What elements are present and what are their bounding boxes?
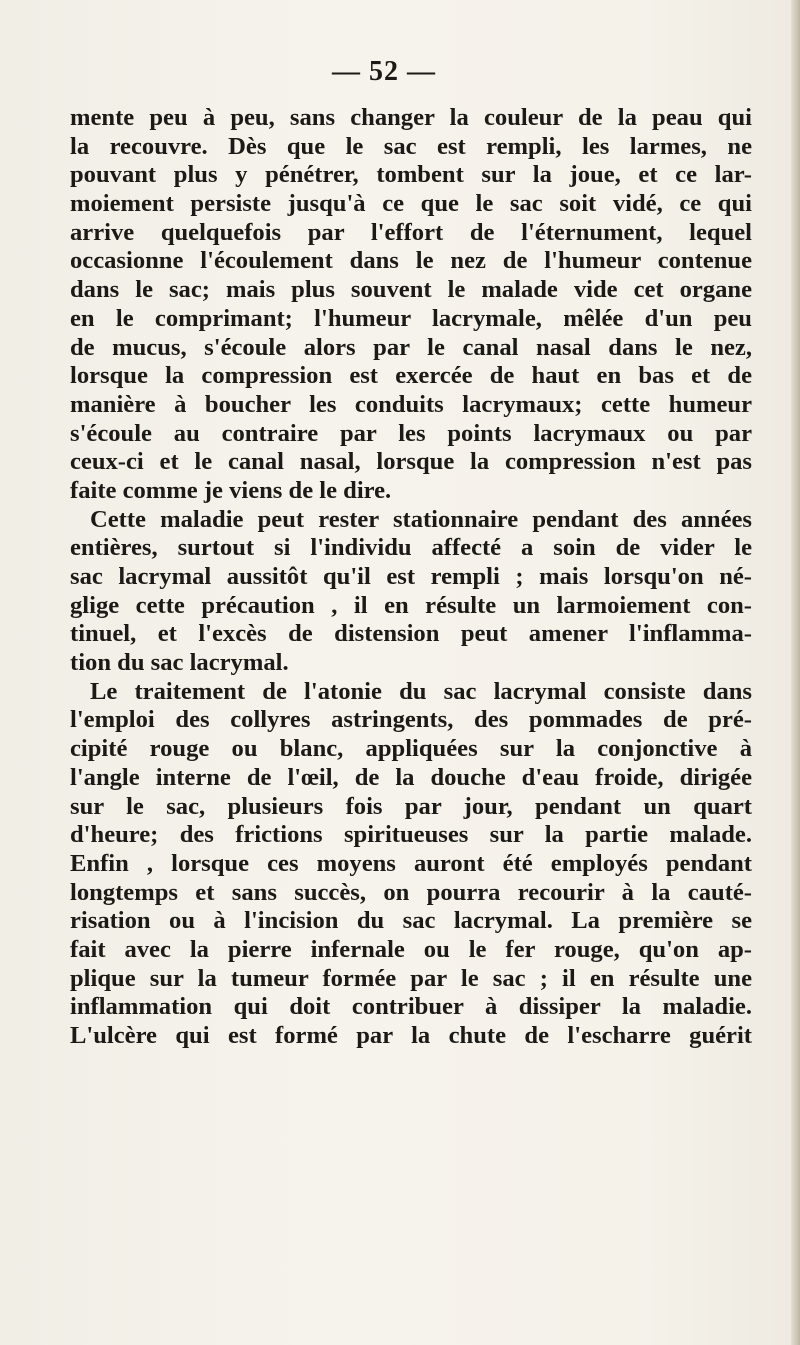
text-line: lorsque la compression est exercée de haut en bas et de xyxy=(70,362,752,390)
page-number: — 52 — xyxy=(332,56,436,87)
text-line: Enfin , lorsque ces moyens auront été employés pendant xyxy=(70,849,752,877)
text-line: l'emploi des collyres astringents, des pommades de pré- xyxy=(70,706,752,734)
text-line: L'ulcère qui est formé par la chute de l'escharre guérit xyxy=(70,1022,752,1049)
text-line: sac lacrymal aussitôt qu'il est rempli ; mais lorsqu'on né- xyxy=(70,563,752,590)
text-line: longtemps et sans succès, on pourra recourir à la cauté- xyxy=(70,878,752,906)
text-line: tinuel, et l'excès de distension peut amener l'inflamma- xyxy=(70,620,752,648)
text-line: d'heure; des frictions spiritueuses sur la partie malade. xyxy=(70,821,752,849)
text-line: glige cette précaution , il en résulte un larmoiement con- xyxy=(70,591,752,619)
text-line: mente peu à peu, sans changer la couleur de la peau qui xyxy=(70,104,752,131)
text-line: cipité rouge ou blanc, appliquées sur la conjonctive à xyxy=(70,735,752,763)
text-line: la recouvre. Dès que le sac est rempli, les larmes, ne xyxy=(70,132,752,160)
body-text xyxy=(70,104,752,1051)
paragraph-start-line: Cette maladie peut rester stationnaire pendant des années xyxy=(90,505,752,533)
paragraph-end-line: tion du sac lacrymal. xyxy=(70,649,289,677)
text-line: pouvant plus y pénétrer, tombent sur la joue, et ce lar- xyxy=(70,161,752,189)
text-line: ceux-ci et le canal nasal, lorsque la compression n'est pas xyxy=(70,448,752,476)
text-line: sur le sac, plusieurs fois par jour, pendant un quart xyxy=(70,792,752,820)
text-line: occasionne l'écoulement dans le nez de l'humeur contenue xyxy=(70,247,752,275)
text-line: arrive quelquefois par l'effort de l'éternument, lequel xyxy=(70,218,752,246)
text-line: l'angle interne de l'œil, de la douche d'eau froide, dirigée xyxy=(70,763,752,791)
text-line: fait avec la pierre infernale ou le fer rouge, qu'on ap- xyxy=(70,935,752,963)
text-line: risation ou à l'incision du sac lacrymal. La première se xyxy=(70,907,752,935)
paragraph-end-line: faite comme je viens de le dire. xyxy=(70,476,392,504)
text-line: s'écoule au contraire par les points lacrymaux ou par xyxy=(70,419,752,447)
page-edge xyxy=(791,0,800,1345)
paragraph-start-line: Le traitement de l'atonie du sac lacrymal consiste dans xyxy=(90,677,752,705)
text-line: manière à boucher les conduits lacrymaux; cette humeur xyxy=(70,390,752,418)
text-line: de mucus, s'écoule alors par le canal nasal dans le nez, xyxy=(70,333,752,361)
text-line: dans le sac; mais plus souvent le malade vide cet organe xyxy=(70,276,752,304)
text-line: moiement persiste jusqu'à ce que le sac soit vidé, ce qui xyxy=(70,190,752,218)
text-line: entières, surtout si l'individu affecté a soin de vider le xyxy=(70,534,752,562)
text-line: inflammation qui doit contribuer à dissiper la maladie. xyxy=(70,993,752,1021)
text-line: plique sur la tumeur formée par le sac ; il en résulte une xyxy=(70,964,752,992)
text-line: en le comprimant; l'humeur lacrymale, mêlée d'un peu xyxy=(70,304,752,332)
